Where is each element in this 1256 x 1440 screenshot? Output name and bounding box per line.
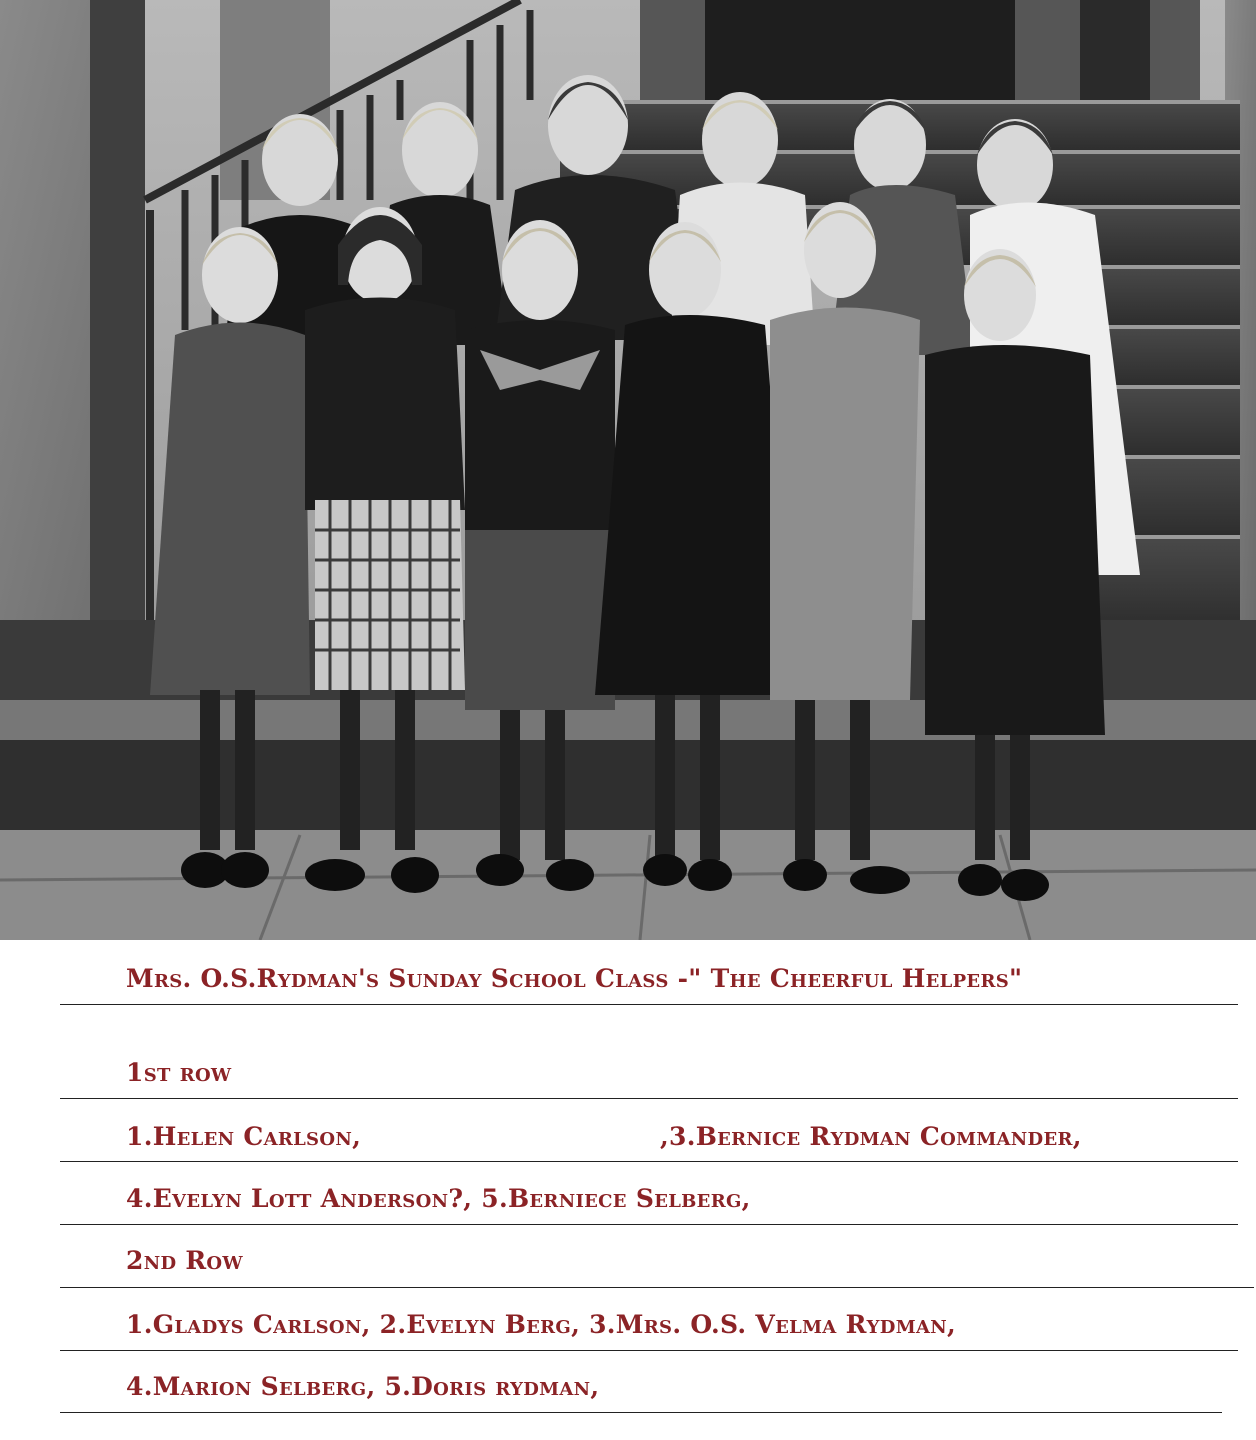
row2-heading: 2nd Row <box>126 1246 243 1275</box>
rule-2 <box>60 1098 1238 1099</box>
rule-3 <box>60 1161 1238 1162</box>
caption-title: Mrs. O.S.Rydman's Sunday School Class -" The Cheerful Helpers" <box>126 964 1023 993</box>
rule-4 <box>60 1224 1238 1225</box>
rule-7 <box>60 1412 1222 1413</box>
rule-6 <box>60 1350 1238 1351</box>
row1-line1-part-a: 1.Helen Carlson, <box>126 1122 362 1151</box>
caption-area <box>0 940 1256 1440</box>
row2-line2: 4.Marion Selberg, 5.Doris rydman, <box>126 1372 600 1401</box>
rule-1 <box>60 1004 1238 1005</box>
row2-line1: 1.Gladys Carlson, 2.Evelyn Berg, 3.Mrs. O.S. Velma Rydman, <box>126 1310 956 1339</box>
rule-5 <box>60 1287 1254 1288</box>
row1-line2: 4.Evelyn Lott Anderson?, 5.Berniece Selberg, <box>126 1184 751 1213</box>
row1-heading: 1st row <box>126 1058 232 1087</box>
row1-line1-part-b: ,3.Bernice Rydman Commander, <box>660 1122 1082 1151</box>
